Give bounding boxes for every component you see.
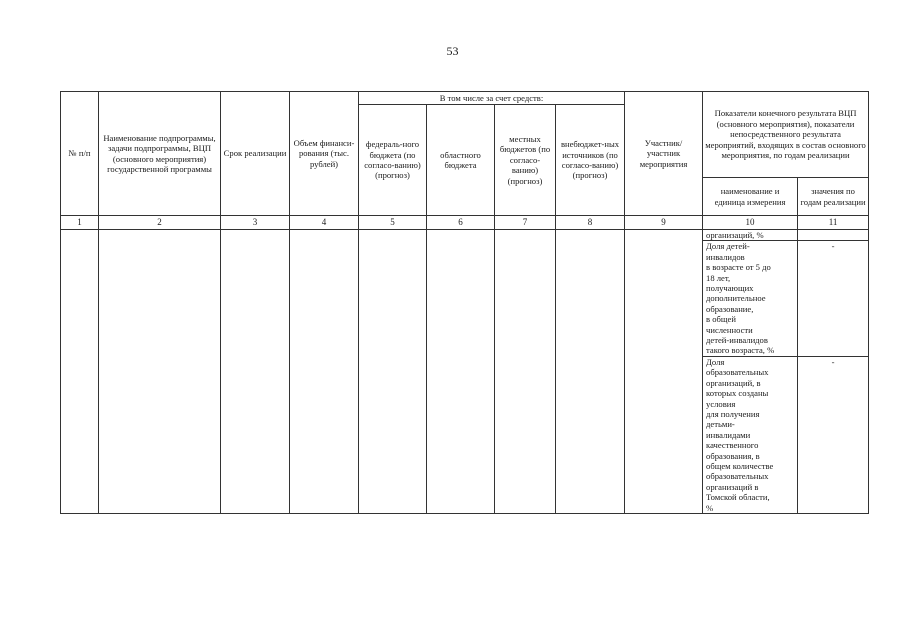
column-number: 9 xyxy=(625,216,703,230)
indicator-name-cell: Доля образовательных организаций, в которых созданы условия для получения детьми- инвалидами качественного образования, в общем количестве образовательных организаций в Томской области, % xyxy=(703,356,798,513)
header-participant: Участник/ участник мероприятия xyxy=(625,92,703,216)
header-indicators-group: Показатели конечного результата ВЦП (основного мероприятия), показатели непосредственного результата мероприятий, входящих в состав основного мероприятия, по годам реализации xyxy=(703,92,869,178)
header-name: Наименование подпрограммы, задачи подпрограммы, ВЦП (основного мероприятия) государственной программы xyxy=(99,92,221,216)
header-indicator-name: наименование и единица измерения xyxy=(703,178,798,216)
indicator-name-cell: организаций, % xyxy=(703,230,798,241)
column-number: 3 xyxy=(221,216,290,230)
column-number: 7 xyxy=(495,216,556,230)
empty-cell-volume xyxy=(290,230,359,514)
header-sources-group: В том числе за счет средств: xyxy=(359,92,625,105)
header-regional: областного бюджета xyxy=(427,105,495,216)
empty-cell-term xyxy=(221,230,290,514)
header-row-top xyxy=(61,92,869,105)
indicator-value-cell: - xyxy=(798,241,869,356)
empty-cell-local xyxy=(495,230,556,514)
empty-cell-number xyxy=(61,230,99,514)
table-row xyxy=(61,230,869,241)
indicator-value-cell: - xyxy=(798,356,869,513)
header-number: № п/п xyxy=(61,92,99,216)
header-indicator-values: значения по годам реализации xyxy=(798,178,869,216)
header-extrabudget: внебюджет-ных источников (по согласо-ванию) (прогноз) xyxy=(556,105,625,216)
header-term: Срок реализации xyxy=(221,92,290,216)
empty-cell-federal xyxy=(359,230,427,514)
column-number-row xyxy=(61,216,869,230)
empty-cell-regional xyxy=(427,230,495,514)
empty-cell-extrabudget xyxy=(556,230,625,514)
column-number: 6 xyxy=(427,216,495,230)
header-federal: федераль-ного бюджета (по согласо-ванию) (прогноз) xyxy=(359,105,427,216)
column-number: 2 xyxy=(99,216,221,230)
header-volume: Объем финанси-рования (тыс. рублей) xyxy=(290,92,359,216)
indicator-value-cell xyxy=(798,230,869,241)
program-table xyxy=(60,91,869,514)
column-number: 10 xyxy=(703,216,798,230)
header-local: местных бюджетов (по согласо-ванию) (прогноз) xyxy=(495,105,556,216)
empty-cell-name xyxy=(99,230,221,514)
indicator-name-cell: Доля детей- инвалидов в возрасте от 5 до 18 лет, получающих дополнительное образование, в общей численности детей-инвалидов такого возраста, % xyxy=(703,241,798,356)
page-number: 53 xyxy=(446,44,459,58)
column-number: 8 xyxy=(556,216,625,230)
column-number: 5 xyxy=(359,216,427,230)
column-number: 11 xyxy=(798,216,869,230)
column-number: 4 xyxy=(290,216,359,230)
column-number: 1 xyxy=(61,216,99,230)
empty-cell-participant xyxy=(625,230,703,514)
